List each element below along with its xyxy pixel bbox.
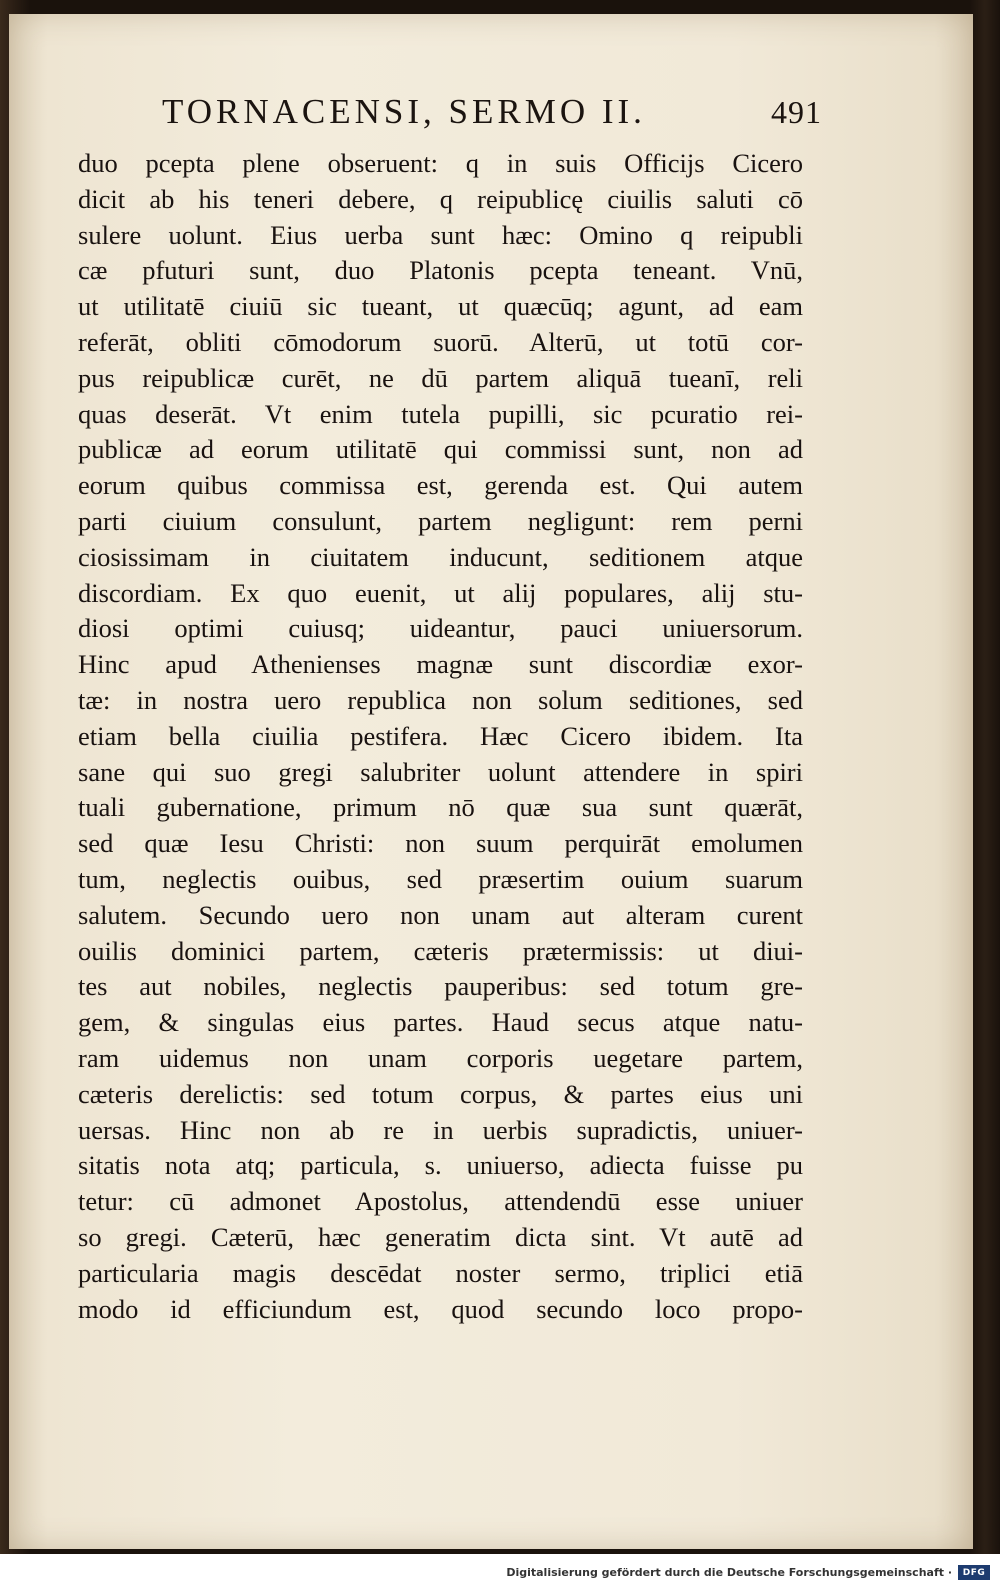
funding-credit: Digitalisierung gefördert durch die Deutsche Forschungsgemeinschaft · (506, 1566, 952, 1579)
text-line: tæ: in nostra uero republica non solum seditiones, sed (78, 684, 803, 715)
page-header (162, 92, 822, 142)
text-line: publicæ ad eorum utilitatē qui commissi sunt, non ad (78, 434, 803, 465)
digitization-footer (0, 1554, 1000, 1593)
text-line: tetur: cū admonet Apostolus, attendendū esse uniuer (78, 1186, 803, 1217)
text-line: ouilis dominici partem, cæteris prætermissis: ut diui- (78, 935, 803, 966)
text-line: sed quæ Iesu Christi: non suum perquirāt emolumen (78, 828, 803, 859)
text-line: tum, neglectis ouibus, sed præsertim ouium suarum (78, 863, 803, 894)
text-line: eorum quibus commissa est, gerenda est. Qui autem (78, 470, 803, 501)
text-line: etiam bella ciuilia pestifera. Hæc Cicero ibidem. Ita (78, 720, 803, 751)
text-line: pus reipublicæ curēt, ne dū partem aliquā tueanī, reli (78, 362, 803, 393)
text-line: sane qui suo gregi salubriter uolunt attendere in spiri (78, 756, 803, 787)
text-line: modo id efficiundum est, quod secundo loco propo- (78, 1293, 803, 1324)
text-line: particularia magis descēdat noster sermo, triplici etiā (78, 1257, 803, 1288)
text-line: diosi optimi cuiusq; uideantur, pauci uniuersorum. (78, 613, 803, 644)
text-line: referāt, obliti cōmodorum suorū. Alterū, ut totū cor- (78, 326, 803, 357)
text-line: salutem. Secundo uero non unam aut alteram curent (78, 899, 803, 930)
text-line: duo pcepta plene obseruent: q in suis Officijs Cicero (78, 148, 803, 178)
text-line: ciosissimam in ciuitatem inducunt, seditionem atque (78, 541, 803, 572)
text-line: quas deserāt. Vt enim tutela pupilli, sic pcuratio rei- (78, 398, 803, 429)
text-line: discordiam. Ex quo euenit, ut alij populares, alij stu- (78, 577, 803, 608)
text-line: sitatis nota atq; particula, s. uniuerso, adiecta fuisse pu (78, 1150, 803, 1181)
text-line: gem, & singulas eius partes. Haud secus atque natu- (78, 1007, 803, 1038)
text-line: tuali gubernatione, primum nō quæ sua sunt quærāt, (78, 792, 803, 823)
text-line: ram uidemus non unam corporis uegetare partem, (78, 1042, 803, 1073)
text-line: Hinc apud Athenienses magnæ sunt discordiæ exor- (78, 649, 803, 680)
body-text (78, 146, 803, 1327)
running-title: TORNACENSI, SERMO II. (162, 92, 646, 131)
text-line: ut utilitatē ciuiū sic tueant, ut quæcūq; agunt, ad eam (78, 291, 803, 322)
text-line: uersas. Hinc non ab re in uerbis supradictis, uniuer- (78, 1114, 803, 1145)
text-line: cæ pfuturi sunt, duo Platonis pcepta teneant. Vnū, (78, 255, 803, 286)
text-line: so gregi. Cæterū, hæc generatim dicta sint. Vt autē ad (78, 1221, 803, 1252)
text-line: sulere uolunt. Eius uerba sunt hæc: Omino q reipubli (78, 219, 803, 250)
text-line: tes aut nobiles, neglectis pauperibus: sed totum gre- (78, 971, 803, 1002)
text-line: cæteris derelictis: sed totum corpus, & partes eius uni (78, 1078, 803, 1109)
dfg-logo-icon: DFG (958, 1565, 990, 1580)
text-line: dicit ab his teneri debere, q reipublicę ciuilis saluti cō (78, 183, 803, 214)
page-number: 491 (771, 94, 822, 130)
text-line: parti ciuium consulunt, partem negligunt: rem perni (78, 505, 803, 536)
